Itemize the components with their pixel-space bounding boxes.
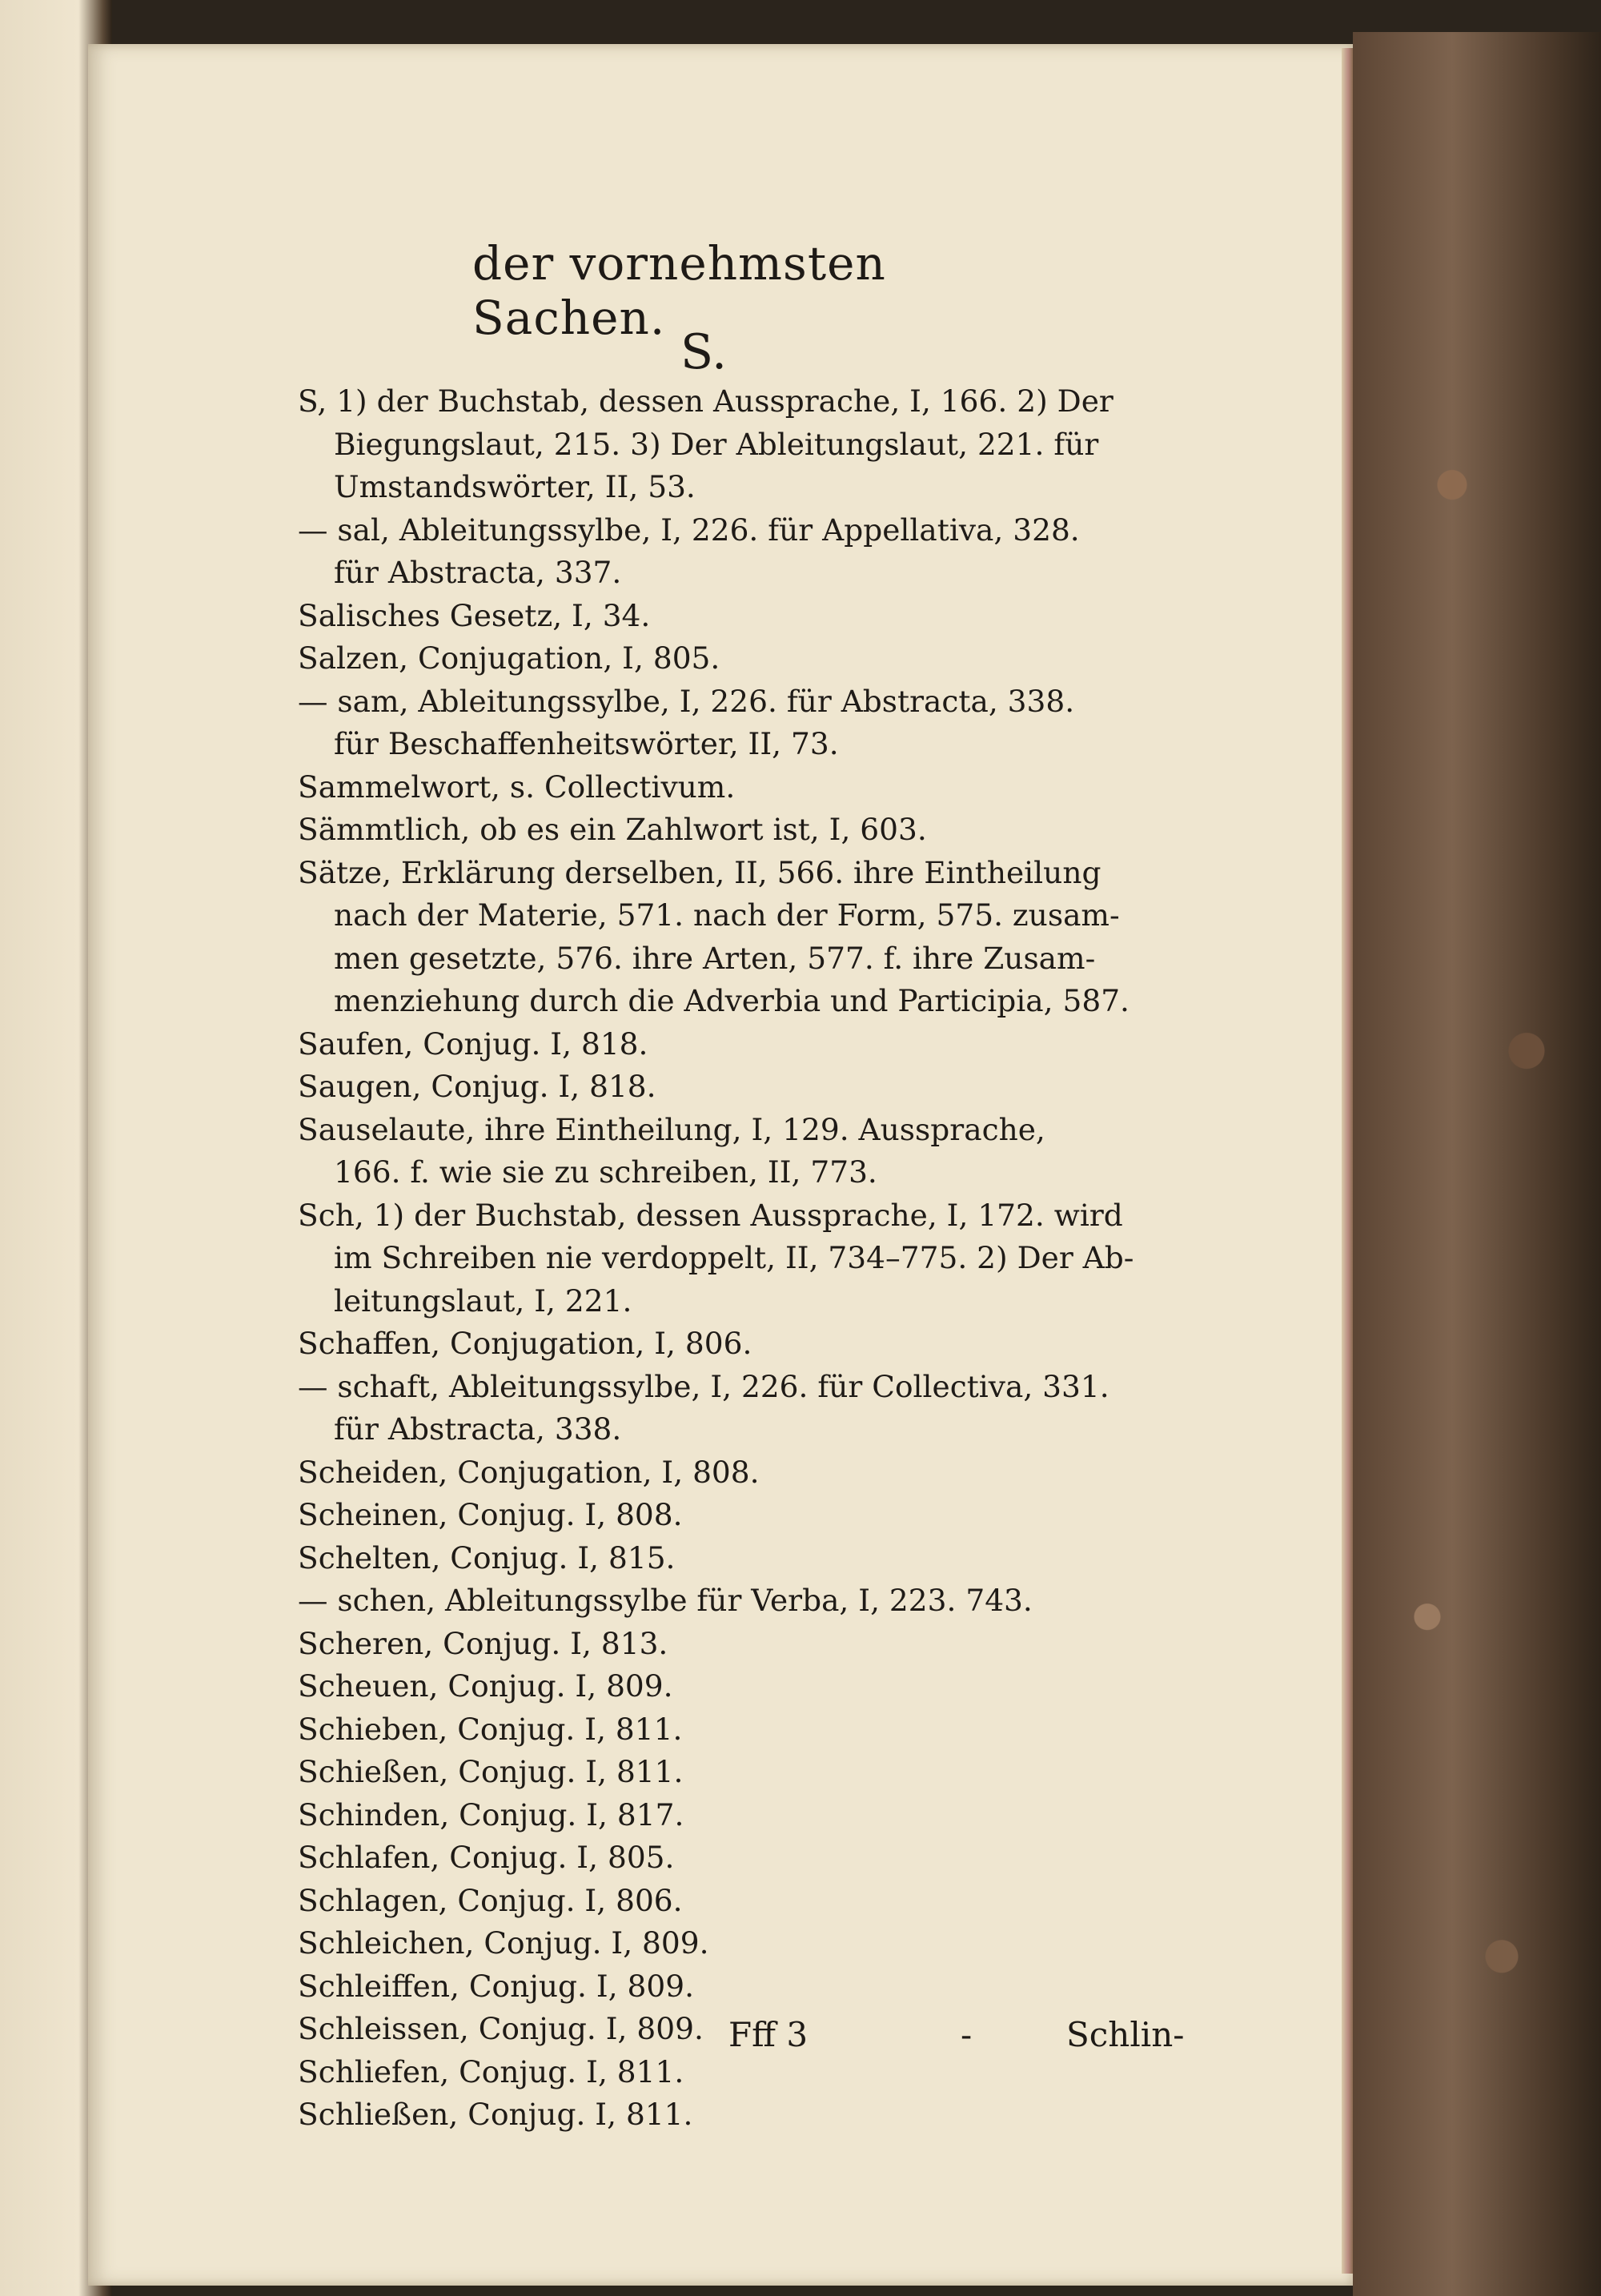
index-entry-line: Schleichen, Conjug. I, 809.	[298, 1925, 709, 1961]
index-entry-line: — schaft, Ableitungssylbe, I, 226. für Collectiva, 331.	[298, 1368, 1109, 1404]
page-footer	[88, 2015, 1353, 2063]
index-entry-line: Saugen, Conjug. I, 818.	[298, 1069, 656, 1104]
index-entry-line: leitungslaut, I, 221.	[334, 1282, 632, 1319]
catchword: Schlin-	[1066, 2015, 1185, 2054]
page-fore-edge	[1342, 48, 1353, 2274]
index-entry-line: im Schreiben nie verdoppelt, II, 734–775. 2) Der Ab-	[334, 1240, 1134, 1275]
index-entry-line: Schelten, Conjug. I, 815.	[298, 1539, 676, 1575]
section-letter: S.	[680, 324, 728, 380]
index-entry-line: Schießen, Conjug. I, 811.	[298, 1754, 684, 1789]
index-list	[298, 380, 1178, 2137]
index-entry-line: Salzen, Conjugation, I, 805.	[298, 640, 720, 676]
book-page	[88, 44, 1353, 2286]
index-entry-line: Scheinen, Conjug. I, 808.	[298, 1497, 683, 1532]
index-entry-line: Schlafen, Conjug. I, 805.	[298, 1840, 675, 1875]
index-entry-line: Sammelwort, s. Collectivum.	[298, 769, 736, 805]
index-entry-line: Sch, 1) der Buchstab, dessen Aussprache, I, 172. wird	[298, 1197, 1123, 1233]
index-entry-line: für Abstracta, 337.	[334, 555, 622, 590]
index-entry-line: Schinden, Conjug. I, 817.	[298, 1796, 684, 1832]
index-entry-line: menziehung durch die Adverbia und Participia, 587.	[334, 983, 1130, 1018]
index-entry-line: — sal, Ableitungssylbe, I, 226. für Appellativa, 328.	[298, 512, 1080, 548]
index-entry-line: Umstandswörter, II, 53.	[334, 469, 696, 504]
index-entry-line: S, 1) der Buchstab, dessen Aussprache, I, 166. 2) Der	[298, 383, 1113, 419]
index-entry-line: Scheren, Conjug. I, 813.	[298, 1625, 668, 1661]
index-entry-line: Scheiden, Conjugation, I, 808.	[298, 1454, 760, 1490]
signature-mark: Fff 3	[728, 2015, 809, 2054]
index-entry-line: — sam, Ableitungssylbe, I, 226. für Abstracta, 338.	[298, 683, 1075, 719]
index-entry-line: Schliefen, Conjug. I, 811.	[298, 2053, 684, 2089]
index-entry-line: Schleiffen, Conjug. I, 809.	[298, 1968, 695, 2004]
index-entry-line: Schieben, Conjug. I, 811.	[298, 1711, 683, 1747]
index-entry-line: 166. f. wie sie zu schreiben, II, 773.	[334, 1154, 877, 1190]
index-entry-line: Schleissen, Conjug. I, 809.	[298, 2011, 704, 2046]
footer-dash: -	[961, 2015, 973, 2054]
index-entry-line: Schaffen, Conjugation, I, 806.	[298, 1326, 752, 1361]
index-entry-line: Saufen, Conjug. I, 818.	[298, 1026, 648, 1062]
page-header: der vornehmsten Sachen.	[472, 236, 886, 345]
index-entry-line: Sauselaute, ihre Eintheilung, I, 129. Aussprache,	[298, 1111, 1045, 1147]
index-entry-line: für Abstracta, 338.	[334, 1411, 622, 1447]
index-entry-line: men gesetzte, 576. ihre Arten, 577. f. ihre Zusam-	[334, 940, 1096, 976]
marbled-cover	[1353, 32, 1601, 2296]
index-entry-line: nach der Materie, 571. nach der Form, 575. zusam-	[334, 897, 1120, 933]
index-entry-line: für Beschaffenheitswörter, II, 73.	[334, 726, 839, 761]
index-entry-line: Scheuen, Conjug. I, 809.	[298, 1668, 673, 1704]
index-entry-line: Sätze, Erklärung derselben, II, 566. ihre Eintheilung	[298, 854, 1101, 890]
index-entry-line: — schen, Ableitungssylbe für Verba, I, 223. 743.	[298, 1583, 1033, 1618]
index-entry-line: Sämmtlich, ob es ein Zahlwort ist, I, 603.	[298, 812, 927, 847]
index-entry-line: Schlagen, Conjug. I, 806.	[298, 1882, 683, 1918]
index-entry-line: Salisches Gesetz, I, 34.	[298, 597, 651, 633]
index-entry-line: Schließen, Conjug. I, 811.	[298, 2097, 693, 2132]
index-entry-line: Biegungslaut, 215. 3) Der Ableitungslaut, 221. für	[334, 426, 1099, 462]
